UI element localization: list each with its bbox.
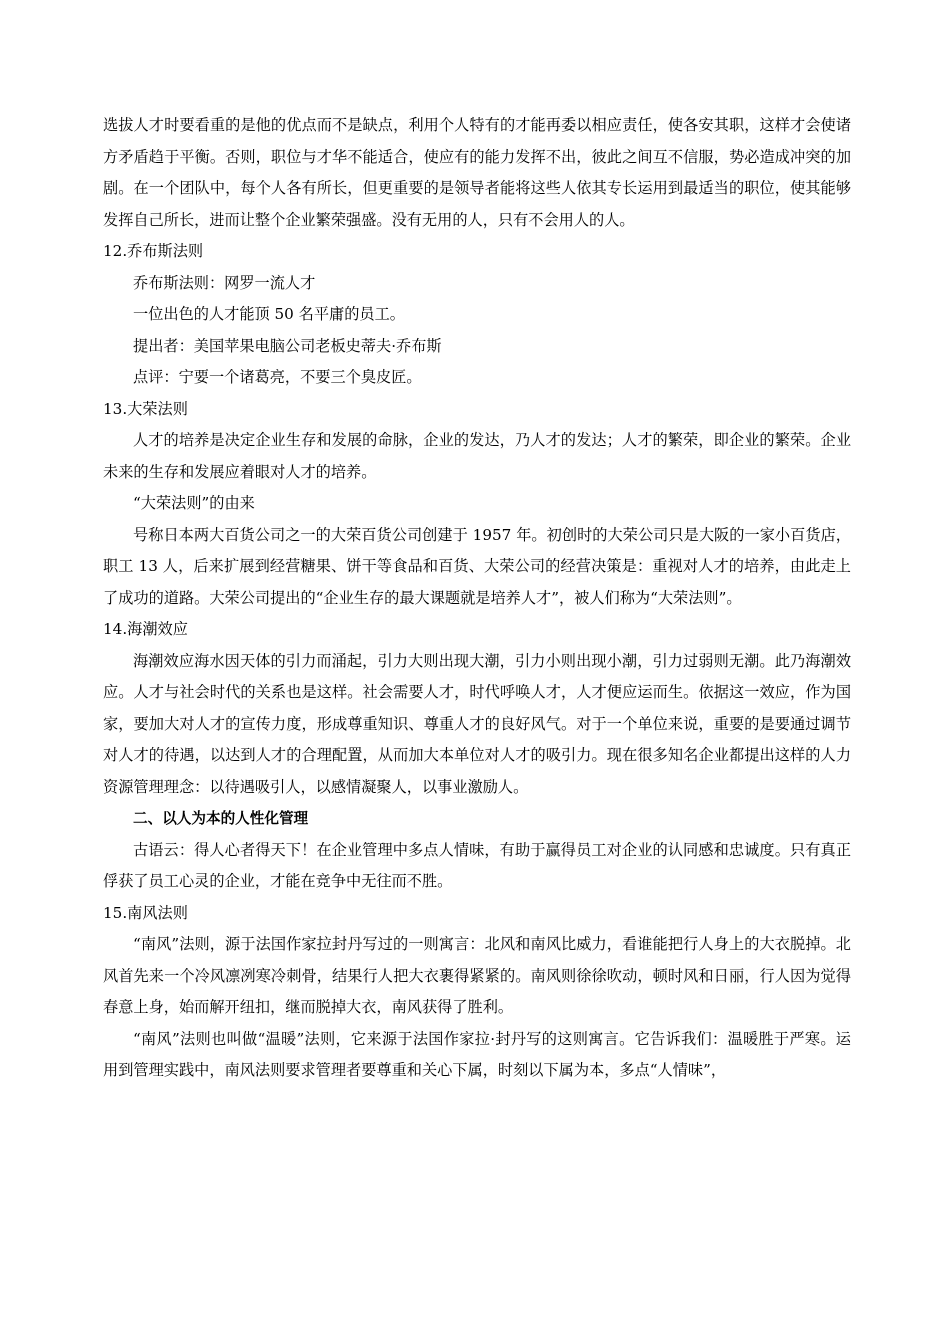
paragraph-daiei-intro: 人才的培养是决定企业生存和发展的命脉，企业的发达，乃人才的发达；人才的繁荣，即企业的繁荣。企业未来的生存和发展应着眼对人才的培养。 [103,431,851,481]
paragraph-talent-selection: 选拔人才时要看重的是他的优点而不是缺点，利用个人特有的才能再委以相应责任，使各安其职，这样才会使诸方矛盾趋于平衡。否则，职位与才华不能适合，使应有的能力发挥不出，彼此之间互不信服，势必造成冲突的加剧。在一个团队中，每个人各有所长，但更重要的是领导者能将这些人依其专长运用到最适当的职位，使其能够发挥自己所长，进而让整个企业繁荣强盛。没有无用的人，只有不会用人的人。 [103,116,851,229]
jobs-law-definition: 乔布斯法则：网罗一流人才 [133,273,316,292]
heading-daiei-law: 13.大荣法则 [103,399,188,418]
heading-tide-effect: 14.海潮效应 [103,620,188,638]
heading-jobs-law: 12.乔布斯法则 [103,242,204,260]
daiei-origin-subheading: “大荣法则”的由来 [133,494,255,512]
section-heading-people-oriented: 二、以人为本的人性化管理 [133,810,309,827]
heading-south-wind-law: 15.南风法则 [103,903,188,922]
paragraph-people-oriented: 古语云：得人心者得天下！在企业管理中多点人情味，有助于赢得员工对企业的认同感和忠诚度。只有真正俘获了员工心灵的企业，才能在竞争中无往而不胜。 [103,840,851,890]
jobs-law-statement: 一位出色的人才能顶 50 名平庸的员工。 [133,305,405,323]
paragraph-daiei-origin: 号称日本两大百货公司之一的大荣百货公司创建于 1957 年。初创时的大荣公司只是大阪的一家小百货店，职工 13 人，后来扩展到经营糖果、饼干等食品和百货、大荣公司的经营决策是：重视对人才的培养，由此走上了成功的道路。大荣公司提出的“企业生存的最大课题就是培养人才”，被人们称为“大荣法则”。 [103,525,851,607]
document-body [103,110,851,1087]
jobs-law-comment: 点评：宁要一个诸葛亮，不要三个臭皮匠。 [133,368,422,386]
paragraph-south-wind-fable: “南风”法则，源于法国作家拉封丹写过的一则寓言：北风和南风比威力，看谁能把行人身上的大衣脱掉。北风首先来一个冷风凛冽寒冷刺骨，结果行人把大衣裹得紧紧的。南风则徐徐吹动，顿时风和日丽，行人因为觉得春意上身，始而解开纽扣，继而脱掉大衣，南风获得了胜利。 [103,935,851,1016]
jobs-law-proposer: 提出者：美国苹果电脑公司老板史蒂夫·乔布斯 [133,336,442,355]
paragraph-warmth-law: “南风”法则也叫做“温暖”法则，它来源于法国作家拉·封丹写的这则寓言。它告诉我们：温暖胜于严寒。运用到管理实践中，南风法则要求管理者要尊重和关心下属，时刻以下属为本，多点“人情味”， [103,1029,851,1079]
paragraph-tide-effect: 海潮效应海水因天体的引力而涌起，引力大则出现大潮，引力小则出现小潮，引力过弱则无潮。此乃海潮效应。人才与社会时代的关系也是这样。社会需要人才，时代呼唤人才，人才便应运而生。依据这一效应，作为国家，要加大对人才的宣传力度，形成尊重知识、尊重人才的良好风气。对于一个单位来说，重要的是要通过调节对人才的待遇，以达到人才的合理配置，从而加大本单位对人才的吸引力。现在很多知名企业都提出这样的人力资源管理理念：以待遇吸引人，以感情凝聚人，以事业激励人。 [103,651,851,796]
